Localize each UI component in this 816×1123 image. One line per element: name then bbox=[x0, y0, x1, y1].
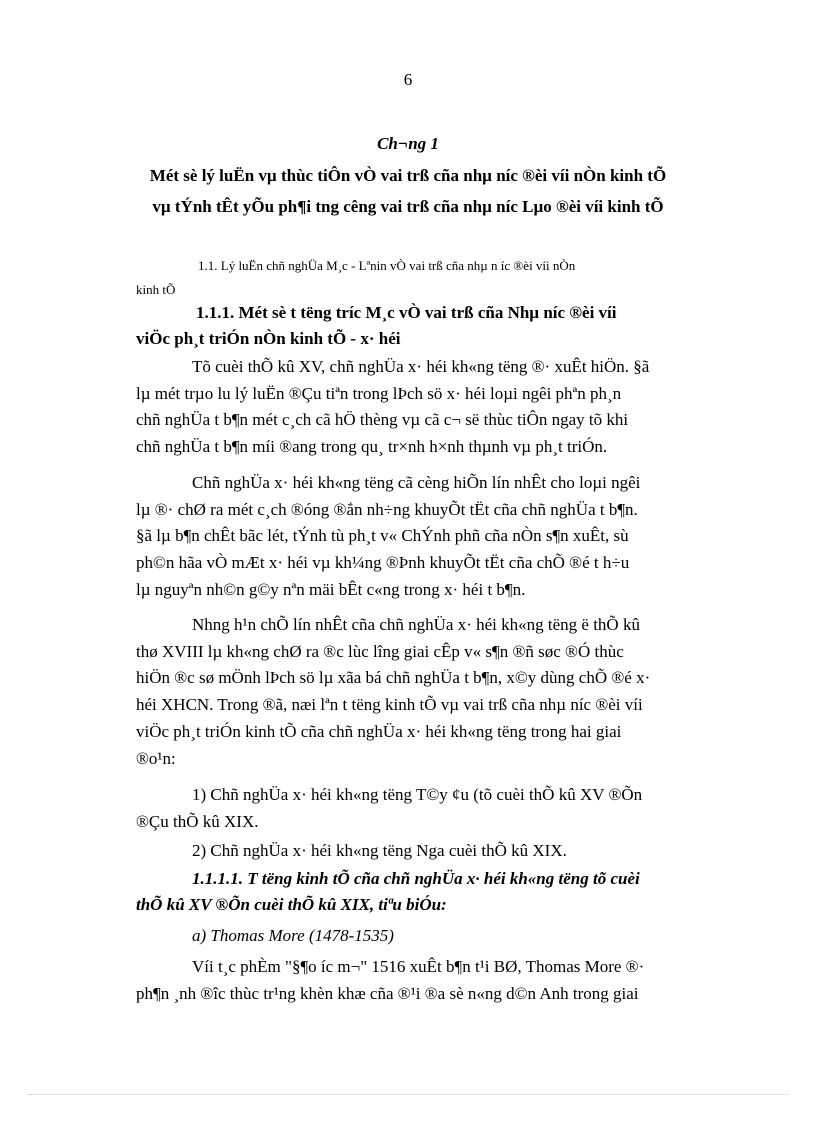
chapter-title bbox=[130, 160, 686, 222]
section-heading-1-1-1-1 bbox=[136, 866, 741, 918]
section-heading-line: 1.1.1. Mét sè t tëng tríc M¸c vÒ vai trß cña Nhµ níc ®èi víi bbox=[196, 303, 617, 322]
paragraph-line: ph©n hãa vÒ mÆt x· héi vµ kh¼ng ®Þnh khuyÕt tËt cña chÕ ®é t h÷u bbox=[136, 553, 630, 573]
section-heading-1-1-1 bbox=[136, 300, 741, 352]
paragraph-line: Víi t¸c phÈm "§¶o íc m¬" 1516 xuÊt b¶n t¹i BØ, Thomas More ®· bbox=[192, 957, 645, 976]
paragraph-line: Chñ nghÜa x· héi kh«ng tëng cã cèng hiÕn lín nhÊt cho loµi ngêi bbox=[192, 473, 641, 492]
list-item-2 bbox=[136, 838, 741, 865]
section-heading-line: 1.1.1.1. T tëng kinh tÕ cña chñ nghÜa x· héi kh«ng tëng tõ cuèi bbox=[192, 869, 640, 888]
paragraph-4 bbox=[136, 954, 741, 1007]
page-number: 6 bbox=[403, 70, 413, 89]
section-heading-line: 1.1. Lý luËn chñ nghÜa M¸c - Lªnin vÒ vai trß cña nhµ n íc ®èi víi nÒn bbox=[198, 258, 576, 273]
paragraph-line: Nhng h¹n chÕ lín nhÊt cña chñ nghÜa x· héi kh«ng tëng ë thÕ kû bbox=[192, 615, 640, 634]
paragraph-line: thø XVIII lµ kh«ng chØ ra ®c lùc lîng giai cÊp v« s¶n ®ñ søc ®Ó thùc bbox=[136, 641, 624, 661]
list-item-1 bbox=[136, 782, 741, 835]
paragraph-2 bbox=[136, 470, 741, 604]
paragraph-line: ®o¹n: bbox=[136, 748, 176, 768]
section-heading-line: thÕ kû XV ®Õn cuèi thÕ kû XIX, tiªu biÓu: bbox=[136, 895, 447, 914]
section-heading-line: kinh tÕ bbox=[136, 282, 176, 297]
section-heading-1-1 bbox=[136, 254, 736, 302]
paragraph-line: lµ ®· chØ ra mét c¸ch ®óng ®ắn nh÷ng khuyÕt tËt cña chñ nghÜa t b¶n. bbox=[136, 499, 638, 519]
paragraph-line: viÖc ph¸t triÓn kinh tÕ cña chñ nghÜa x· héi kh«ng tëng trong hai giai bbox=[136, 721, 622, 741]
paragraph-line: lµ nguyªn nh©n g©y nªn mäi bÊt c«ng trong x· héi t b¶n. bbox=[136, 579, 526, 599]
list-item-line: 1) Chñ nghÜa x· héi kh«ng tëng T©y ¢u (tõ cuèi thÕ kû XV ®Õn bbox=[192, 785, 643, 804]
paragraph-line: lµ mét trµo lu lý luËn ®Çu tiªn trong lÞch sö x· héi loµi ngêi phªn ph¸n bbox=[136, 383, 622, 403]
chapter-title-line: Mét sè lý luËn vµ thùc tiÔn vÒ vai trß cña nhµ níc ®èi víi nÒn kinh tÕ bbox=[149, 166, 667, 185]
paragraph-3 bbox=[136, 612, 741, 772]
paragraph-line: hiÖn ®c sø mÖnh lÞch sö lµ xãa bá chñ nghÜa t b¶n, x©y dùng chÕ ®é x· bbox=[136, 668, 651, 688]
chapter-title-line: vµ tÝnh tÊt yÕu ph¶i tng cêng vai trß cña nhµ níc Lµo ®èi víi kinh tÕ bbox=[152, 197, 664, 216]
list-item-line: 2) Chñ nghÜa x· héi kh«ng tëng Nga cuèi thÕ kû XIX. bbox=[192, 841, 567, 860]
paragraph-line: §ã lµ b¶n chÊt bãc lét, tÝnh tù ph¸t v« ChÝnh phñ cña nÒn s¶n xuÊt, sù bbox=[136, 526, 629, 546]
paragraph-line: chñ nghÜa t b¶n mét c¸ch cã hÖ thèng vµ cã c¬ së thùc tiÔn ngay tõ khi bbox=[136, 410, 629, 430]
paragraph-line: ph¶n ¸nh ®îc thùc tr¹ng khèn khæ cña ®¹i ®a sè n«ng d©n Anh trong giai bbox=[136, 983, 639, 1003]
paragraph-1 bbox=[136, 354, 741, 461]
chapter-label: Ch¬ng 1 bbox=[377, 134, 439, 153]
section-heading-line: viÖc ph¸t triÓn nÒn kinh tÕ - x· héi bbox=[136, 329, 401, 348]
paragraph-line: héi XHCN. Trong ®ã, næi lªn t tëng kinh tÕ vµ vai trß cña nhµ níc ®èi víi bbox=[136, 695, 643, 715]
footer-divider bbox=[28, 1094, 788, 1095]
subsection-item-a: a) Thomas More (1478-1535) bbox=[192, 926, 394, 945]
list-item-line: ®Çu thÕ kû XIX. bbox=[136, 811, 259, 831]
paragraph-line: Tõ cuèi thÕ kû XV, chñ nghÜa x· héi kh«ng tëng ®· xuÊt hiÖn. §ã bbox=[192, 357, 650, 376]
paragraph-line: chñ nghÜa t b¶n míi ®ang trong qu¸ tr×nh h×nh thµnh vµ ph¸t triÓn. bbox=[136, 437, 608, 457]
